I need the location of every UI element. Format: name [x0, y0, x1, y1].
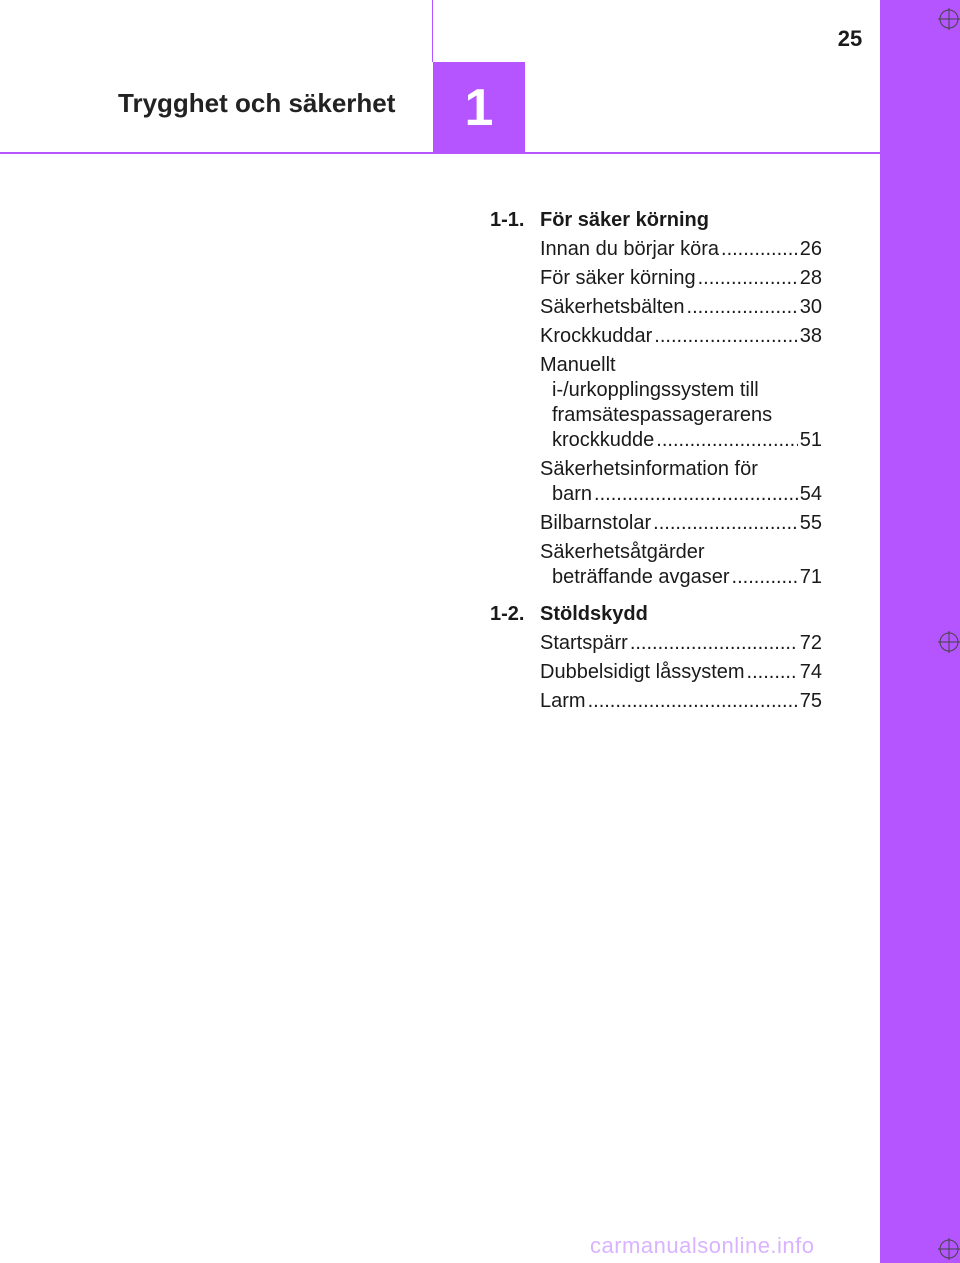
- toc-entry-label: barn: [552, 483, 593, 505]
- toc-entry[interactable]: [540, 324, 822, 349]
- toc-entry-label: Larm: [540, 690, 586, 712]
- dot-leader: [588, 689, 798, 714]
- dot-leader: [656, 428, 797, 453]
- toc-entry-label: Säkerhetsbälten: [540, 296, 685, 318]
- toc-entry-label: Säkerhetsåtgärder: [540, 541, 705, 563]
- section-title: Trygghet och säkerhet: [118, 88, 396, 118]
- registration-mark-icon: [938, 1238, 960, 1260]
- toc-entry-page: 55: [799, 512, 822, 534]
- toc-entry-page: 72: [799, 632, 822, 654]
- toc-entry-line: [540, 565, 822, 590]
- toc-entry-label: krockkudde: [552, 429, 655, 451]
- dot-leader: [594, 482, 798, 507]
- toc-entry-line: [540, 378, 822, 403]
- dot-leader: [687, 295, 798, 320]
- page-number: 25: [837, 26, 863, 51]
- toc-section-title: Stöldskydd: [540, 603, 648, 625]
- toc-entry-label: Manuellt: [540, 354, 616, 376]
- toc-entry-page: 54: [799, 483, 822, 505]
- chapter-number-box: 1: [433, 62, 525, 154]
- toc-entry-label: framsätespassagerarens: [552, 404, 773, 426]
- toc-section-heading: [490, 602, 822, 627]
- toc-entry-label: Startspärr: [540, 632, 628, 654]
- toc-entry[interactable]: [540, 237, 822, 262]
- toc-entry-line: [540, 295, 822, 320]
- toc-entry-line: [540, 403, 822, 428]
- toc-entry[interactable]: [540, 266, 822, 291]
- toc-entry-label: Innan du börjar köra: [540, 238, 720, 260]
- toc-entry-line: [540, 660, 822, 685]
- toc-entry[interactable]: [540, 457, 822, 507]
- dot-leader: [747, 660, 798, 685]
- toc-entry[interactable]: [540, 631, 822, 656]
- toc-entry-line: [540, 457, 822, 482]
- header-divider: [432, 0, 433, 62]
- toc-entry-page: 30: [799, 296, 822, 318]
- toc-entry[interactable]: [540, 353, 822, 453]
- toc-entry-line: [540, 631, 822, 656]
- toc-section: [490, 602, 822, 714]
- watermark: carmanualsonline.info: [590, 1233, 815, 1258]
- toc-entry-label: Säkerhetsinformation för: [540, 458, 758, 480]
- dot-leader: [654, 324, 797, 349]
- toc-entry-line: [540, 511, 822, 536]
- toc-section: [490, 208, 822, 590]
- toc-entry-line: [540, 428, 822, 453]
- toc-entry[interactable]: [540, 511, 822, 536]
- toc-section-title: För säker körning: [540, 209, 709, 231]
- toc-entry-page: 51: [799, 429, 822, 451]
- toc-entry-page: 26: [799, 238, 822, 260]
- toc-entry-label: i-/urkopplingssystem till: [552, 379, 759, 401]
- toc-entry-label: Bilbarnstolar: [540, 512, 652, 534]
- dot-leader: [630, 631, 798, 656]
- toc-entry-label: För säker körning: [540, 267, 696, 289]
- toc-entry-line: [540, 482, 822, 507]
- toc-entry[interactable]: [540, 295, 822, 320]
- toc-entry-label: beträffande avgaser: [552, 566, 730, 588]
- toc-section-heading: [490, 208, 822, 233]
- toc-entry-line: [540, 266, 822, 291]
- registration-mark-icon: [938, 8, 960, 30]
- toc-entry-line: [540, 324, 822, 349]
- toc-entry[interactable]: [540, 540, 822, 590]
- dot-leader: [732, 565, 798, 590]
- toc-entry-line: [540, 540, 822, 565]
- toc-section-number: 1-1.: [490, 209, 525, 231]
- toc-entry-line: [540, 353, 822, 378]
- toc-section-number: 1-2.: [490, 603, 525, 625]
- dot-leader: [721, 237, 798, 262]
- toc-entry-page: 75: [799, 690, 822, 712]
- toc-entry-label: Krockkuddar: [540, 325, 653, 347]
- toc-entry-page: 38: [799, 325, 822, 347]
- toc-entry-page: 74: [799, 661, 822, 683]
- toc-entry-page: 71: [799, 566, 822, 588]
- registration-mark-icon: [938, 631, 960, 653]
- toc-entry-line: [540, 237, 822, 262]
- toc-entry[interactable]: [540, 660, 822, 685]
- dot-leader: [653, 511, 798, 536]
- dot-leader: [698, 266, 798, 291]
- toc-entry[interactable]: [540, 689, 822, 714]
- toc-entry-line: [540, 689, 822, 714]
- table-of-contents: [490, 208, 822, 718]
- toc-entry-label: Dubbelsidigt låssystem: [540, 661, 745, 683]
- toc-entry-page: 28: [799, 267, 822, 289]
